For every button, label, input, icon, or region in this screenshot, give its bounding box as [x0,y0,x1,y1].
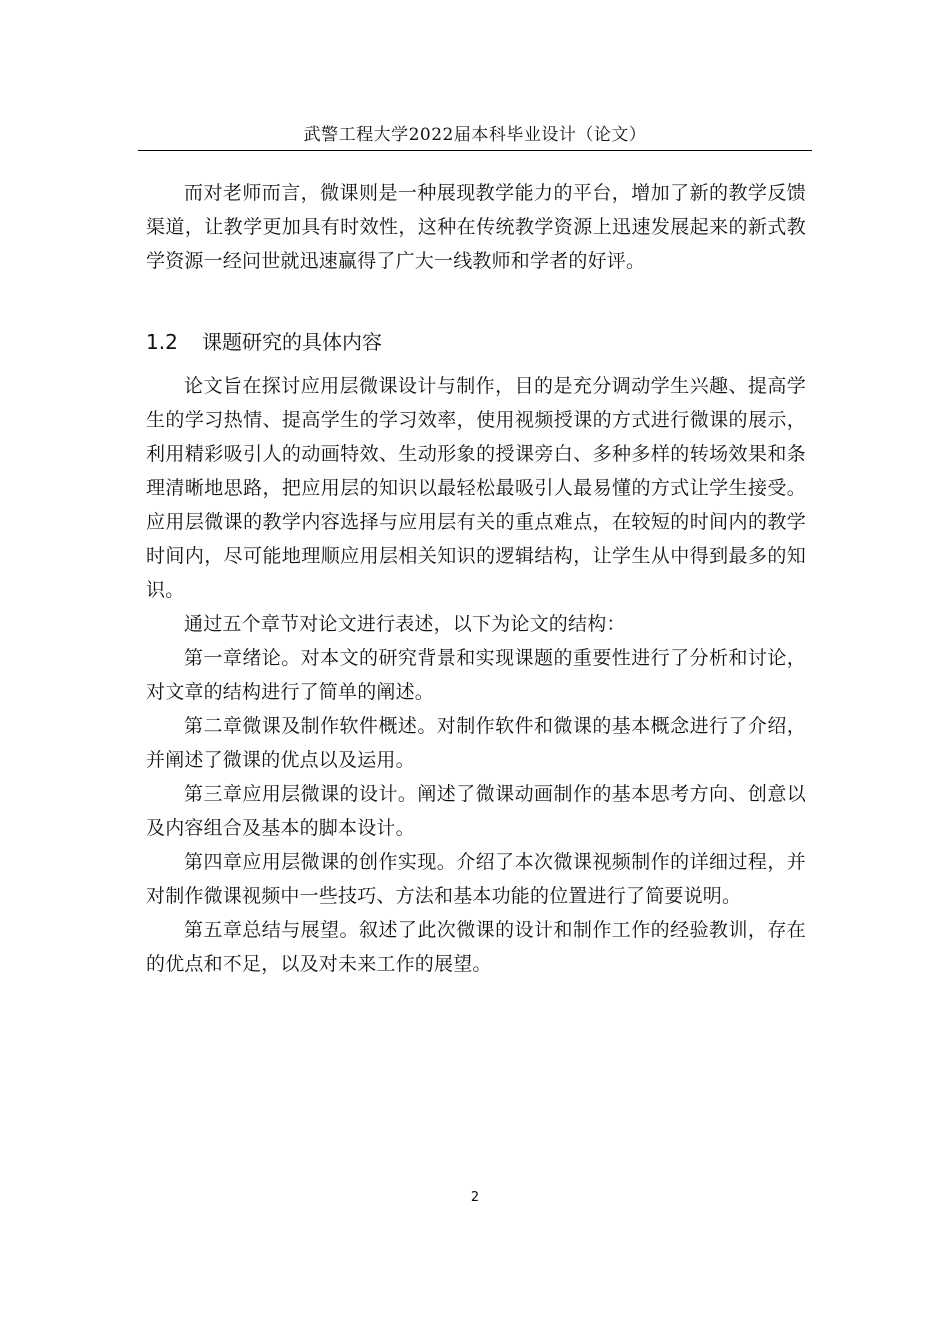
section-paragraph-chapter-5: 第五章总结与展望。叙述了此次微课的设计和制作工作的经验教训，存在的优点和不足，以及对未来工作的展望。 [146,919,806,975]
section-paragraph-aims: 论文旨在探讨应用层微课设计与制作，目的是充分调动学生兴趣、提高学生的学习热情、提高学生的学习效率，使用视频授课的方式进行微课的展示，利用精彩吸引人的动画特效、生动形象的授课旁白、多种多样的转场效果和条理清晰地思路，把应用层的知识以最轻松最吸引人最易懂的方式让学生接受。应用层微课的教学内容选择与应用层有关的重点难点，在较短的时间内的教学时间内，尽可能地理顺应用层相关知识的逻辑结构，让学生从中得到最多的知识。 [146,375,806,601]
header-rule [138,150,812,151]
running-header: 武警工程大学2022届本科毕业设计（论文） [303,125,647,145]
section-paragraph-chapter-4: 第四章应用层微课的创作实现。介绍了本次微课视频制作的详细过程，并对制作微课视频中一些技巧、方法和基本功能的位置进行了简要说明。 [146,851,806,907]
intro-block [146,176,806,278]
intro-paragraph: 而对老师而言，微课则是一种展现教学能力的平台，增加了新的教学反馈渠道，让教学更加具有时效性，这种在传统教学资源上迅速发展起来的新式教学资源一经问世就迅速赢得了广大一线教师和学者的好评。 [146,182,806,272]
section-number: 1.2 [146,330,178,354]
section-paragraph-chapter-2: 第二章微课及制作软件概述。对制作软件和微课的基本概念进行了介绍，并阐述了微课的优点以及运用。 [146,715,806,771]
section-paragraph-chapter-3: 第三章应用层微课的设计。阐述了微课动画制作的基本思考方向、创意以及内容组合及基本的脚本设计。 [146,783,806,839]
section-title: 课题研究的具体内容 [202,330,382,354]
section-paragraph-chapter-1: 第一章绪论。对本文的研究背景和实现课题的重要性进行了分析和讨论，对文章的结构进行了简单的阐述。 [146,647,806,703]
page-number: 2 [470,1190,480,1205]
section-body [146,369,806,981]
section-paragraph-structure-intro: 通过五个章节对论文进行表述，以下为论文的结构： [184,613,626,635]
section-heading [146,325,382,359]
